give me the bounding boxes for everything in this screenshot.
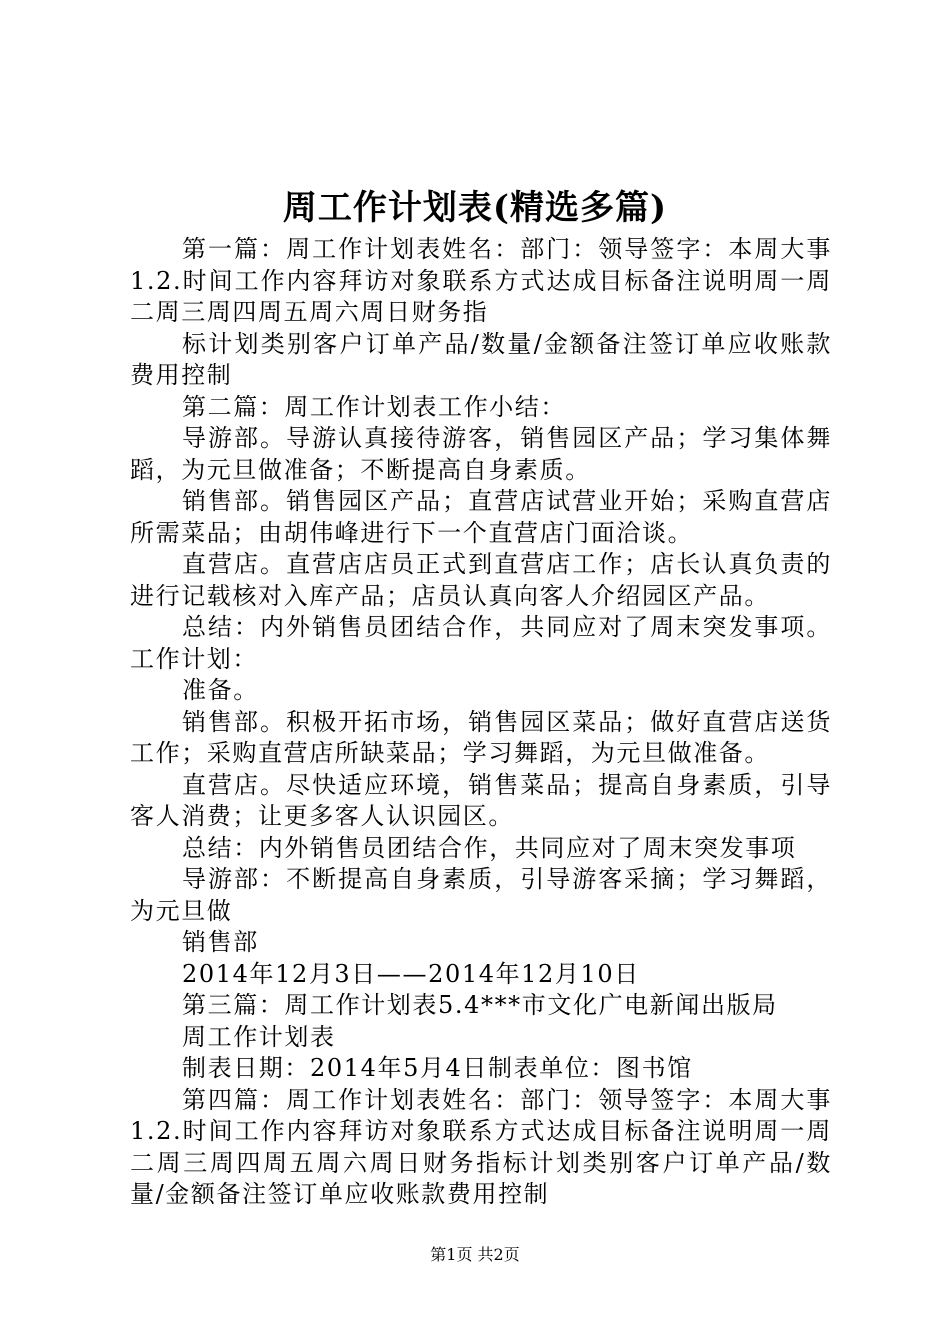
paragraph: 导游部：不断提高自身素质，引导游客采摘；学习舞蹈，为元旦做 xyxy=(130,865,832,925)
paragraph: 销售部。积极开拓市场，销售园区菜品；做好直营店送货工作；采购直营店所缺菜品；学习舞蹈，为元旦做准备。 xyxy=(130,707,832,767)
paragraph: 制表日期：2014年5月4日制表单位：图书馆 xyxy=(182,1054,693,1082)
paragraph: 直营店。尽快适应环境，销售菜品；提高自身素质，引导客人消费；让更多客人认识园区。 xyxy=(130,770,832,830)
paragraph: 2014年12月3日——2014年12月10日 xyxy=(182,959,640,988)
paragraph: 总结：内外销售员团结合作，共同应对了周末突发事项。工作计划： xyxy=(130,613,832,673)
paragraph: 准备。 xyxy=(182,676,259,704)
paragraph: 直营店。直营店店员正式到直营店工作；店长认真负责的进行记载核对入库产品；店员认真向客人介绍园区产品。 xyxy=(130,550,832,610)
paragraph: 销售部 xyxy=(182,928,259,956)
paragraph: 周工作计划表 xyxy=(182,1022,336,1051)
document-body xyxy=(130,234,832,1211)
paragraph: 导游部。导游认真接待游客，销售园区产品；学习集体舞蹈，为元旦做准备；不断提高自身素质。 xyxy=(130,424,832,484)
document-title: 周工作计划表(精选多篇) xyxy=(282,188,668,228)
paragraph: 第一篇：周工作计划表姓名：部门：领导签字：本周大事1.2.时间工作内容拜访对象联系方式达成目标备注说明周一周二周三周四周五周六周日财务指 xyxy=(130,235,832,326)
paragraph: 标计划类别客户订单产品/数量/金额备注签订单应收账款费用控制 xyxy=(130,329,832,389)
paragraph: 第三篇：周工作计划表5.4***市文化广电新闻出版局 xyxy=(182,991,778,1019)
paragraph: 第二篇：周工作计划表工作小结： xyxy=(182,392,566,421)
paragraph: 销售部。销售园区产品；直营店试营业开始；采购直营店所需菜品；由胡伟峰进行下一个直营店门面洽谈。 xyxy=(130,487,832,547)
page-number-footer: 第1页 共2页 xyxy=(430,1245,520,1264)
paragraph: 总结：内外销售员团结合作，共同应对了周末突发事项 xyxy=(182,833,797,862)
paragraph: 第四篇：周工作计划表姓名：部门：领导签字：本周大事1.2.时间工作内容拜访对象联系方式达成目标备注说明周一周二周三周四周五周六周日财务指标计划类别客户订单产品/数量/金额备注签订单应收账款费用控制 xyxy=(130,1085,832,1208)
